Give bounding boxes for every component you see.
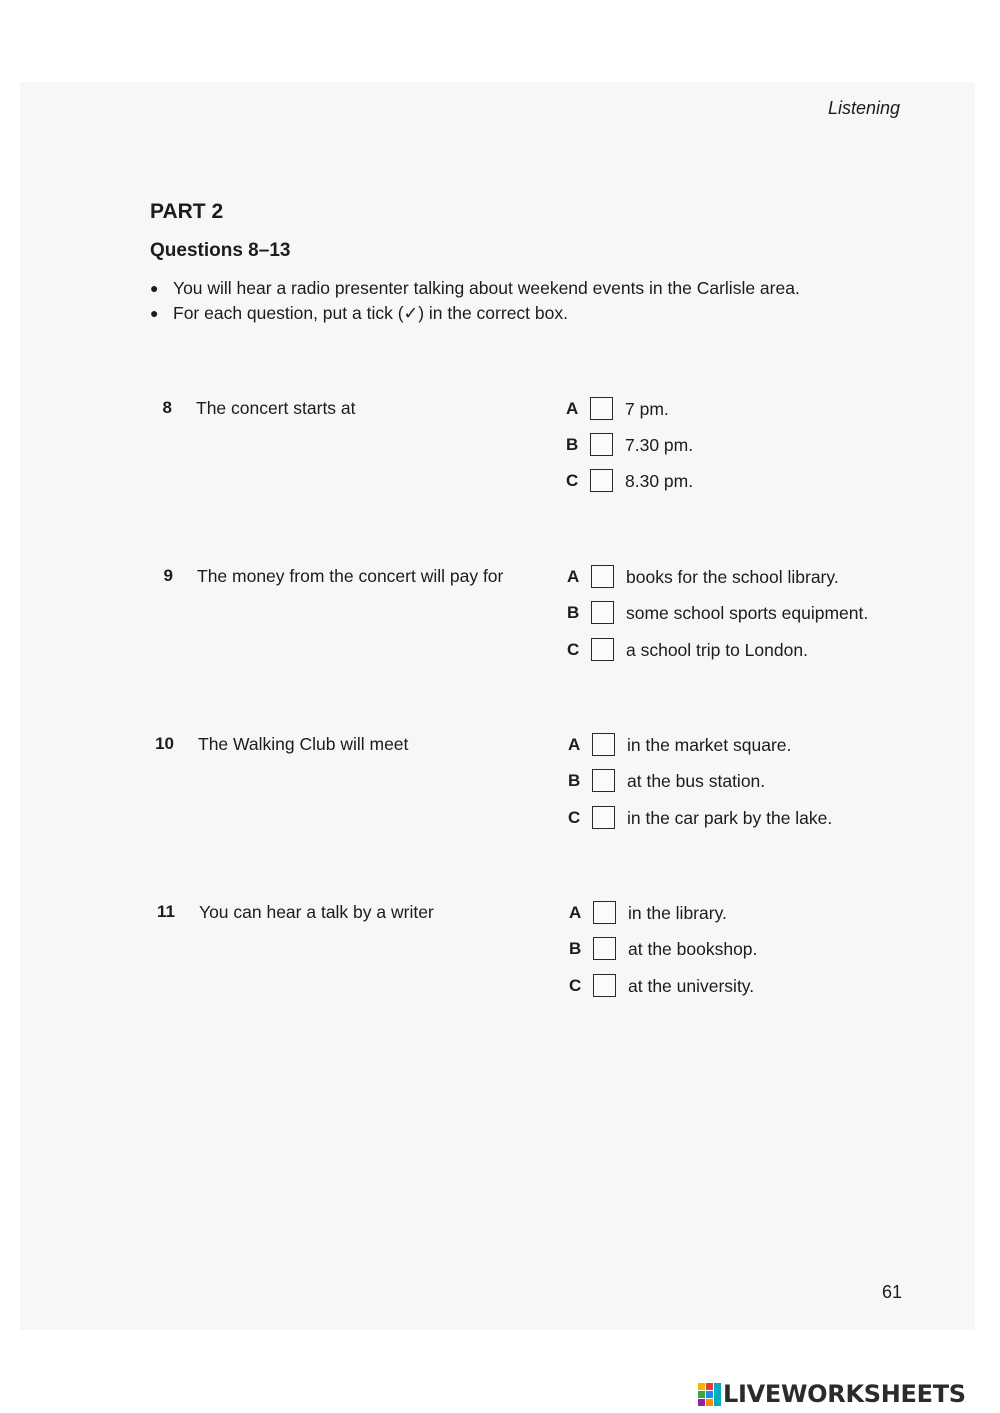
question-number: 8 xyxy=(162,398,172,417)
question-stem: You can hear a talk by a writer xyxy=(199,902,434,922)
answer-checkbox[interactable] xyxy=(591,601,614,624)
answer-checkbox[interactable] xyxy=(592,769,615,792)
question-8 xyxy=(0,397,1000,527)
option-letter: A xyxy=(568,735,581,754)
question-9 xyxy=(0,565,1000,695)
question-10 xyxy=(0,733,1000,863)
option-text: 7 pm. xyxy=(625,399,669,419)
instruction-item xyxy=(150,302,800,327)
option-letter: A xyxy=(567,567,580,586)
answer-checkbox[interactable] xyxy=(592,806,615,829)
page-number: 61 xyxy=(881,1282,902,1302)
instructions-list xyxy=(150,277,800,327)
question-stem: The concert starts at xyxy=(196,398,356,418)
option-text: some school sports equipment. xyxy=(626,603,869,623)
instruction-item xyxy=(150,277,800,302)
option-letter: C xyxy=(569,976,582,995)
part-title: PART 2 xyxy=(150,200,224,223)
answer-checkbox[interactable] xyxy=(591,565,614,588)
question-number: 10 xyxy=(155,734,174,753)
option-letter: B xyxy=(569,939,582,958)
option-letter: A xyxy=(569,903,582,922)
instruction-text: For each question, put a tick (✓) in the correct box. xyxy=(173,303,568,323)
option-text: 7.30 pm. xyxy=(625,435,694,455)
section-title: Listening xyxy=(827,98,900,118)
option-text: a school trip to London. xyxy=(626,640,808,660)
option-text: 8.30 pm. xyxy=(625,471,694,491)
option-text: at the bus station. xyxy=(627,771,766,791)
option-letter: A xyxy=(566,399,579,418)
option-letter: C xyxy=(567,640,580,659)
option-letter: B xyxy=(567,603,580,622)
answer-checkbox[interactable] xyxy=(590,397,613,420)
option-letter: C xyxy=(568,808,581,827)
questions-range: Questions 8–13 xyxy=(150,240,291,261)
watermark-text: LIVEWORKSHEETS xyxy=(723,1380,966,1408)
instruction-text: You will hear a radio presenter talking about weekend events in the Carlisle area. xyxy=(173,278,800,298)
option-text: in the library. xyxy=(628,903,727,923)
question-stem: The Walking Club will meet xyxy=(198,734,409,754)
answer-checkbox[interactable] xyxy=(593,901,616,924)
answer-checkbox[interactable] xyxy=(593,937,616,960)
worksheet-page xyxy=(20,82,975,1330)
question-number: 11 xyxy=(157,902,175,921)
liveworksheets-logo-icon xyxy=(697,1382,723,1408)
answer-checkbox[interactable] xyxy=(593,974,616,997)
option-text: at the university. xyxy=(628,976,755,996)
option-letter: B xyxy=(568,771,581,790)
bullet-icon: ● xyxy=(150,280,159,296)
option-letter: B xyxy=(566,435,579,454)
answer-checkbox[interactable] xyxy=(590,433,613,456)
bullet-icon: ● xyxy=(150,305,159,321)
question-number: 9 xyxy=(163,566,173,585)
option-text: in the market square. xyxy=(627,735,792,755)
answer-checkbox[interactable] xyxy=(591,638,614,661)
option-text: books for the school library. xyxy=(626,567,839,587)
option-letter: C xyxy=(566,471,579,490)
option-text: at the bookshop. xyxy=(628,939,758,959)
answer-checkbox[interactable] xyxy=(590,469,613,492)
option-text: in the car park by the lake. xyxy=(627,808,833,828)
question-11 xyxy=(0,901,1000,1031)
answer-checkbox[interactable] xyxy=(592,733,615,756)
question-stem: The money from the concert will pay for xyxy=(197,566,504,586)
